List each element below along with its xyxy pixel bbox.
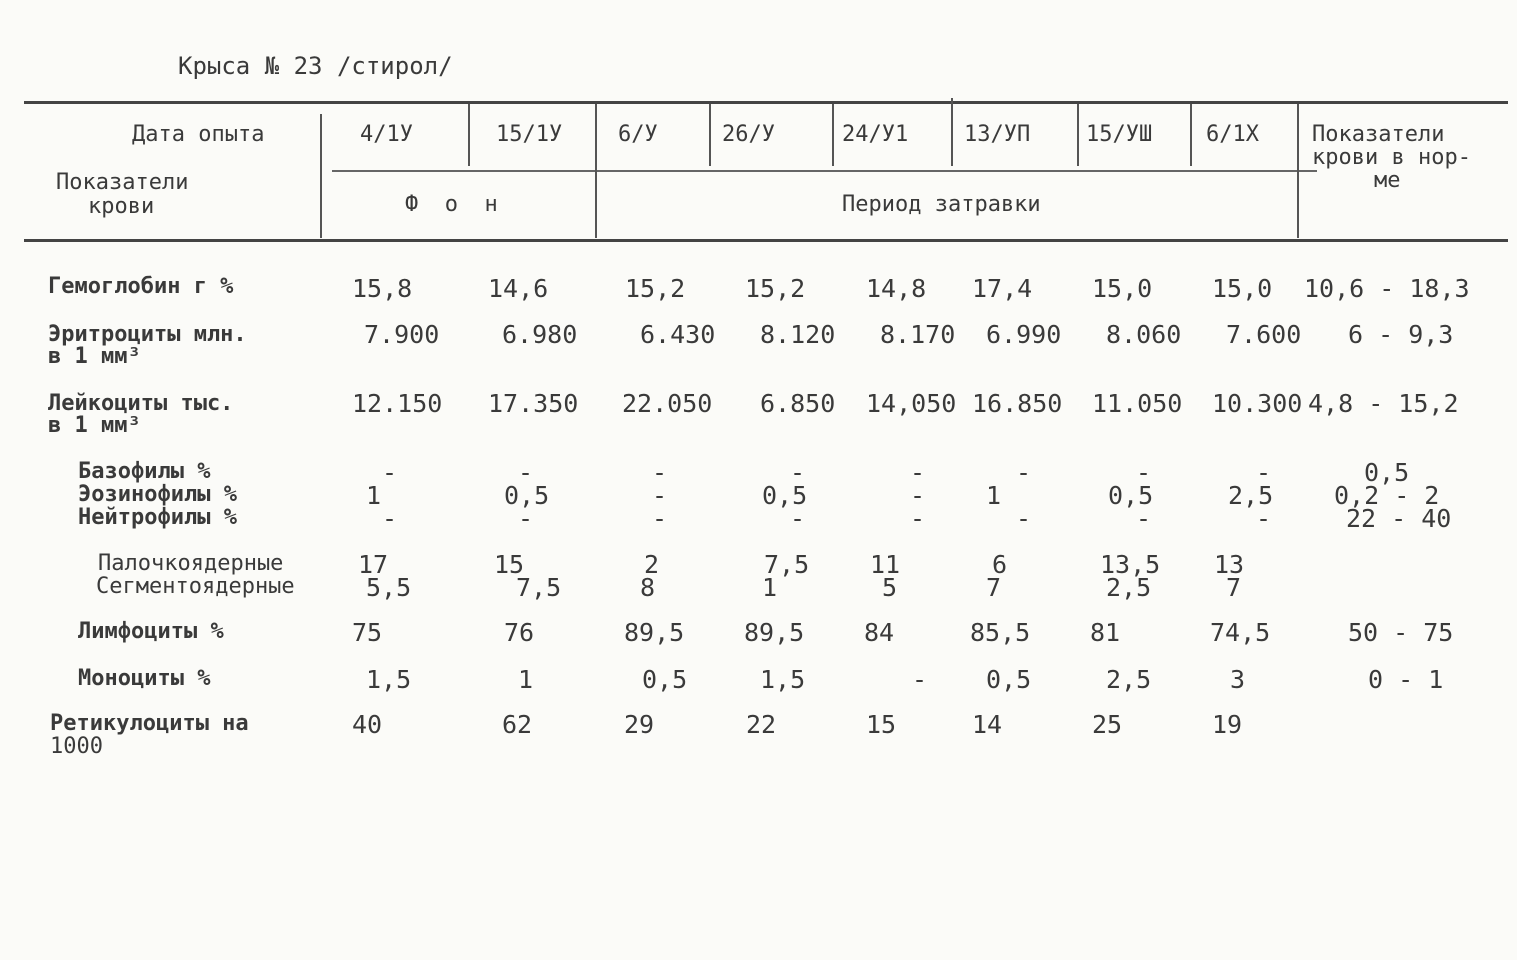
- table-cell: 12.150: [352, 389, 443, 418]
- norm-cell: 6 - 9,3: [1348, 320, 1454, 349]
- row-label-leukocytes-unit: в 1 мм³: [48, 413, 141, 438]
- column-divider: [595, 104, 597, 238]
- row-label-erythrocytes-unit: в 1 мм³: [48, 344, 141, 369]
- table-cell: -: [652, 481, 668, 510]
- table-cell: 1: [762, 573, 778, 602]
- table-cell: 15: [494, 550, 525, 579]
- table-cell: 7,5: [764, 550, 810, 579]
- table-cell: 7.900: [364, 320, 440, 349]
- table-cell: -: [790, 458, 806, 487]
- table-cell: 6.430: [640, 320, 716, 349]
- column-divider: [1190, 104, 1192, 166]
- date-header: 26/У: [722, 122, 775, 147]
- table-cell: 29: [624, 710, 655, 739]
- date-header: 13/УП: [964, 122, 1031, 147]
- date-header: 4/1У: [360, 122, 413, 147]
- norm-cell: 10,6 - 18,3: [1304, 274, 1470, 303]
- norm-cell: 0,2 - 2: [1334, 481, 1440, 510]
- column-divider: [832, 104, 834, 166]
- table-top-rule: [24, 101, 1508, 104]
- date-header: 6/У: [618, 122, 658, 147]
- table-cell: -: [652, 504, 668, 533]
- table-cell: -: [910, 481, 926, 510]
- norm-header-label: крови в нор-: [1312, 145, 1471, 170]
- date-header-label: Дата опыта: [132, 122, 265, 147]
- table-cell: 8: [640, 573, 656, 602]
- table-cell: 13,5: [1100, 550, 1161, 579]
- table-cell: 6.990: [986, 320, 1062, 349]
- table-cell: 2: [644, 550, 660, 579]
- norm-cell: 0 - 1: [1368, 665, 1444, 694]
- table-cell: -: [1256, 504, 1272, 533]
- table-cell: 15,0: [1092, 274, 1153, 303]
- table-cell: 3: [1230, 665, 1246, 694]
- table-cell: 76: [504, 618, 535, 647]
- table-cell: -: [652, 458, 668, 487]
- row-label-lymphocytes: Лимфоциты %: [78, 619, 224, 644]
- table-cell: 1: [518, 665, 534, 694]
- row-label-segmented: Сегментоядерные: [96, 574, 295, 599]
- table-cell: 15: [866, 710, 897, 739]
- column-divider: [1297, 104, 1299, 238]
- table-cell: -: [912, 665, 928, 694]
- table-cell: -: [910, 504, 926, 533]
- table-cell: 7: [1226, 573, 1242, 602]
- column-divider: [320, 114, 322, 238]
- column-divider: [951, 98, 953, 166]
- table-cell: 7,5: [516, 573, 562, 602]
- row-label-reticulocytes: Ретикулоциты на: [50, 711, 249, 736]
- table-cell: 85,5: [970, 618, 1031, 647]
- table-cell: 81: [1090, 618, 1121, 647]
- phase-label-background: Ф о н: [405, 192, 498, 217]
- table-cell: 2,5: [1106, 573, 1152, 602]
- table-cell: 11: [870, 550, 901, 579]
- table-cell: 14,050: [866, 389, 957, 418]
- table-cell: 22: [746, 710, 777, 739]
- date-header: 24/У1: [842, 122, 909, 147]
- table-cell: 25: [1092, 710, 1123, 739]
- date-header: 15/УШ: [1086, 122, 1153, 147]
- row-label-monocytes: Моноциты %: [78, 666, 211, 691]
- table-cell: 7: [986, 573, 1002, 602]
- table-cell: 8.120: [760, 320, 836, 349]
- norm-cell: 0,5: [1364, 458, 1410, 487]
- table-cell: 15,2: [625, 274, 686, 303]
- norm-cell: 22 - 40: [1346, 504, 1452, 533]
- table-cell: 89,5: [624, 618, 685, 647]
- table-cell: 2,5: [1106, 665, 1152, 694]
- table-cell: 22.050: [622, 389, 713, 418]
- table-cell: 0,5: [642, 665, 688, 694]
- table-header-bottom-rule: [24, 239, 1508, 242]
- table-cell: 40: [352, 710, 383, 739]
- table-cell: 6.980: [502, 320, 578, 349]
- indicator-header-label: Показатели: [56, 170, 189, 195]
- norm-header-label: ме: [1374, 168, 1401, 193]
- table-cell: -: [1256, 458, 1272, 487]
- table-cell: 13: [1214, 550, 1245, 579]
- table-cell: 62: [502, 710, 533, 739]
- table-cell: -: [790, 504, 806, 533]
- table-cell: 0,5: [762, 481, 808, 510]
- table-cell: 75: [352, 618, 383, 647]
- table-cell: 19: [1212, 710, 1243, 739]
- row-label-band: Палочкоядерные: [98, 551, 284, 576]
- row-label-leukocytes: Лейкоциты тыс.: [48, 391, 234, 416]
- row-label-reticulocytes-unit: 1000: [50, 734, 103, 759]
- table-cell: 16.850: [972, 389, 1063, 418]
- table-cell: 17.350: [488, 389, 579, 418]
- column-divider: [468, 104, 470, 166]
- table-cell: 74,5: [1210, 618, 1271, 647]
- row-label-eosinophils: Эозинофилы %: [78, 482, 237, 507]
- table-cell: 1: [366, 481, 382, 510]
- table-cell: -: [1136, 458, 1152, 487]
- row-label-basophils: Базофилы %: [78, 459, 211, 484]
- column-divider: [1077, 104, 1079, 166]
- table-cell: 84: [864, 618, 895, 647]
- row-label-erythrocytes: Эритроциты млн.: [48, 322, 247, 347]
- table-cell: -: [382, 504, 398, 533]
- table-cell: 0,5: [504, 481, 550, 510]
- table-cell: 0,5: [986, 665, 1032, 694]
- norm-header-label: Показатели: [1312, 122, 1445, 147]
- norm-cell: 50 - 75: [1348, 618, 1454, 647]
- table-cell: 0,5: [1108, 481, 1154, 510]
- table-cell: -: [1016, 458, 1032, 487]
- table-cell: 15,0: [1212, 274, 1273, 303]
- norm-cell: 4,8 - 15,2: [1308, 389, 1459, 418]
- table-cell: 14,6: [488, 274, 549, 303]
- table-cell: 5: [882, 573, 898, 602]
- table-cell: 15,2: [745, 274, 806, 303]
- table-cell: 11.050: [1092, 389, 1183, 418]
- table-cell: 1,5: [366, 665, 412, 694]
- table-cell: -: [1016, 504, 1032, 533]
- table-cell: -: [910, 458, 926, 487]
- table-cell: 17,4: [972, 274, 1033, 303]
- table-cell: 10.300: [1212, 389, 1303, 418]
- date-header: 15/1У: [496, 122, 563, 147]
- table-cell: 1: [986, 481, 1002, 510]
- date-header: 6/1Х: [1206, 122, 1259, 147]
- table-cell: 17: [358, 550, 389, 579]
- table-cell: 1,5: [760, 665, 806, 694]
- page-title: Крыса № 23 /стирол/: [178, 52, 453, 80]
- row-label-neutrophils: Нейтрофилы %: [78, 505, 237, 530]
- column-divider: [709, 104, 711, 166]
- table-cell: 8.060: [1106, 320, 1182, 349]
- table-cell: 8.170: [880, 320, 956, 349]
- table-cell: -: [382, 458, 398, 487]
- table-cell: 89,5: [744, 618, 805, 647]
- table-cell: 14: [972, 710, 1003, 739]
- table-cell: 6: [992, 550, 1008, 579]
- table-cell: -: [1136, 504, 1152, 533]
- table-cell: 7.600: [1226, 320, 1302, 349]
- table-cell: 5,5: [366, 573, 412, 602]
- row-label-hemoglobin: Гемоглобин г %: [48, 274, 234, 299]
- phase-label-priming: Период затравки: [842, 192, 1041, 217]
- header-divider-rule: [332, 170, 1317, 172]
- table-cell: -: [518, 504, 534, 533]
- indicator-header-label: крови: [88, 194, 155, 219]
- table-cell: 6.850: [760, 389, 836, 418]
- table-cell: 15,8: [352, 274, 413, 303]
- table-cell: 14,8: [866, 274, 927, 303]
- table-cell: 2,5: [1228, 481, 1274, 510]
- table-cell: -: [518, 458, 534, 487]
